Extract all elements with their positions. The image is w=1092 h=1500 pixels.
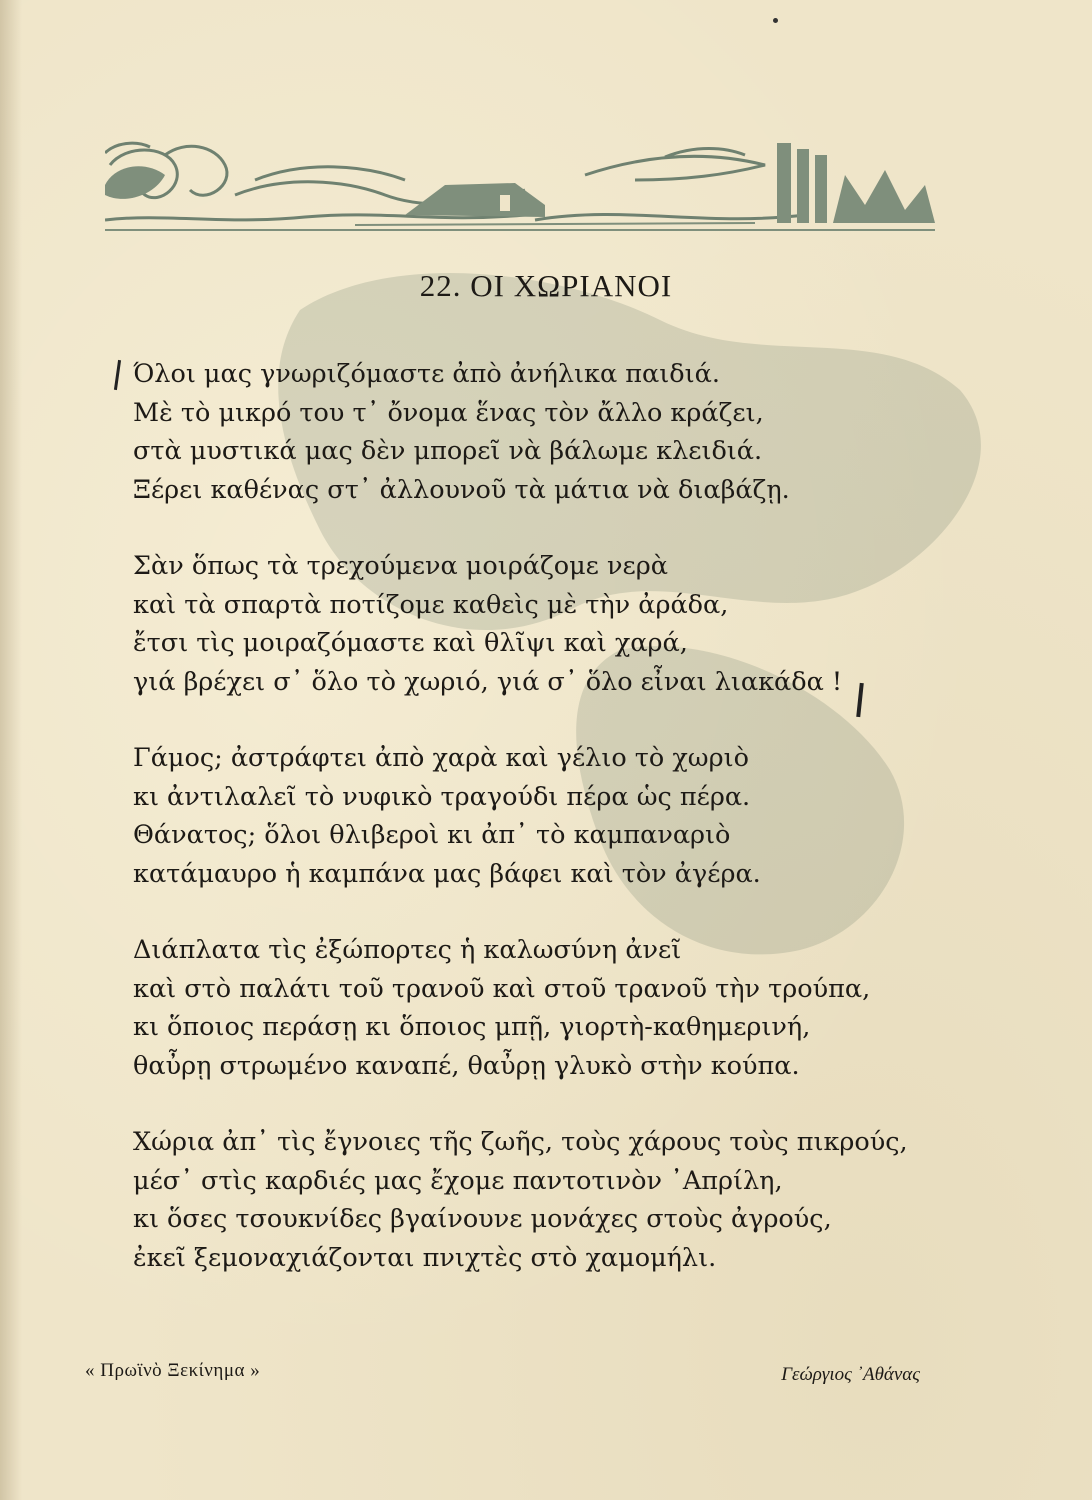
poem-line: καὶ τὰ σπαρτὰ ποτίζομε καθεὶς μὲ τὴν ἀράδα,	[133, 589, 729, 620]
source-collection: « Πρωϊνὸ Ξεκίνημα »	[85, 1360, 261, 1381]
vignette-cypress-2	[797, 149, 809, 223]
poem-line: θαὖρῃ στρωμένο καναπέ, θαὖρῃ γλυκὸ στὴν κούπα.	[133, 1050, 800, 1081]
poem-line: μέσ᾿ στὶς καρδιές μας ἔχομε παντοτινὸν ᾿Απρίλη,	[133, 1165, 783, 1196]
stanza-2	[133, 547, 963, 701]
stanza-3	[133, 739, 963, 893]
poem-line: Θάνατος; ὅλοι θλιβεροὶ κι ἀπ᾿ τὸ καμπαναριὸ	[133, 820, 731, 850]
vignette-cypress-1	[777, 143, 791, 223]
author-name: Γεώργιος ᾿Αθάνας	[781, 1364, 920, 1385]
poem-line: ἔτσι τὶς μοιραζόμαστε καὶ θλῖψι καὶ χαρά,	[133, 628, 688, 658]
page-edge-shadow	[0, 0, 22, 1500]
poem-line: Ξέρει καθένας στ᾿ ἀλλουνοῦ τὰ μάτια νὰ διαβάζῃ.	[133, 474, 790, 505]
poem-line: γιά βρέχει σ᾿ ὅλο τὸ χωριό, γιά σ᾿ ὅλο εἶναι λιακάδα !	[133, 666, 843, 697]
stanza-1	[133, 355, 963, 509]
poem-line: κατάμαυρο ἡ καμπάνα μας βάφει καὶ τὸν ἀγέρα.	[133, 858, 761, 889]
poem-line: ἐκεῖ ξεμοναχιάζονται πνιχτὲς στὸ χαμομήλι.	[133, 1242, 717, 1273]
poem-line: καὶ στὸ παλάτι τοῦ τρανοῦ καὶ στοῦ τρανοῦ τὴν τρούπα,	[133, 973, 871, 1004]
poem-line: κι ἀντιλαλεῖ τὸ νυφικὸ τραγούδι πέρα ὡς πέρα.	[133, 781, 751, 812]
vignette-house	[405, 183, 545, 217]
header-vignette-landscape	[105, 135, 935, 235]
poem-title: 22. ΟΙ ΧΩΡΙΑΝΟΙ	[419, 268, 673, 303]
poem-body	[133, 355, 963, 1315]
poem-line: κι ὅποιος περάσῃ κι ὅποιος μπῇ, γιορτὴ-καθημερινή,	[133, 1012, 811, 1042]
stanza-4	[133, 931, 963, 1085]
poem-line: Όλοι μας γνωριζόμαστε ἀπὸ ἀνήλικα παιδιά.	[133, 359, 720, 389]
poem-line: στὰ μυστικά μας δὲν μπορεῖ νὰ βάλωμε κλειδιά.	[133, 436, 763, 466]
poem-line: Σὰν ὅπως τὰ τρεχούμενα μοιράζομε νερὰ	[133, 551, 668, 581]
poem-line: Χώρια ἀπ᾿ τὶς ἔγνοιες τῆς ζωῆς, τοὺς χάρους τοὺς πικρούς,	[133, 1127, 908, 1157]
poem-line: Διάπλατα τὶς ἐξώπορτες ἡ καλωσύνη ἀνεῖ	[133, 935, 682, 965]
poem-line: κι ὅσες τσουκνίδες βγαίνουνε μονάχες στοὺς ἀγρούς,	[133, 1204, 832, 1234]
page-speck	[773, 18, 778, 23]
vignette-cypress-3	[815, 155, 827, 223]
stanza-5	[133, 1123, 963, 1277]
margin-pencil-mark	[114, 360, 121, 390]
poem-line: Γάμος; ἀστράφτει ἀπὸ χαρὰ καὶ γέλιο τὸ χωριὸ	[133, 743, 749, 773]
poem-line: Μὲ τὸ μικρό του τ᾿ ὄνομα ἕνας τὸν ἄλλο κράζει,	[133, 397, 764, 428]
